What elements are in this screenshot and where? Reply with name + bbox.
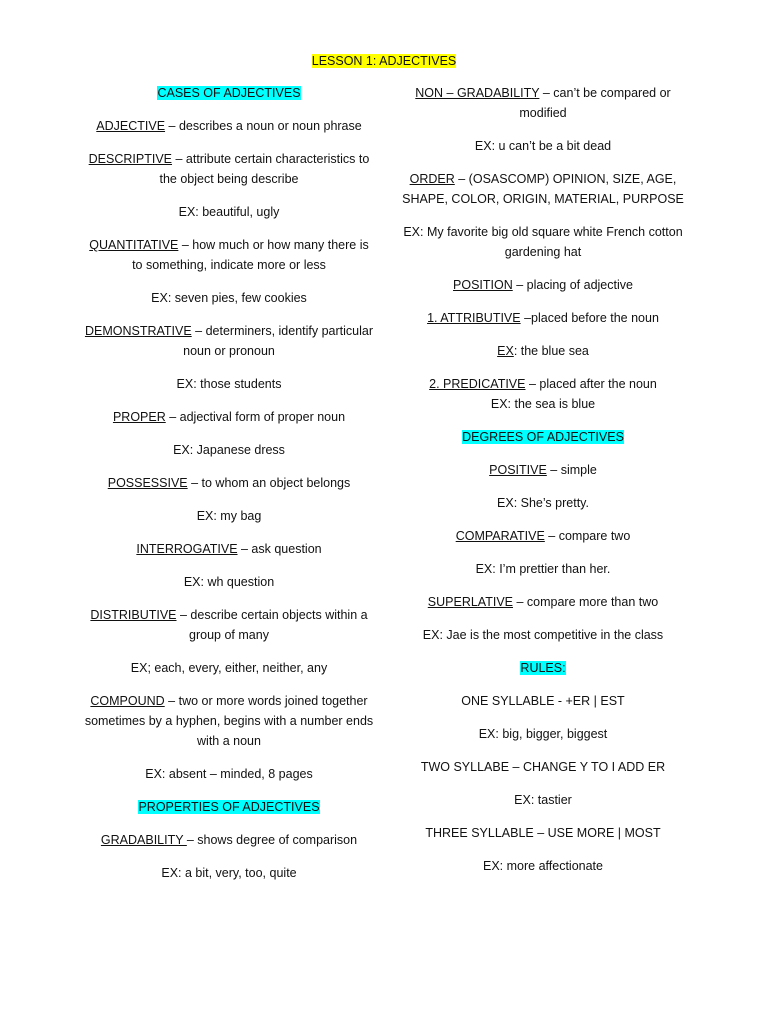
entry-term: EX xyxy=(497,344,514,358)
entry-definition: – determiners, identify particular noun or pronoun xyxy=(183,324,374,358)
example-line xyxy=(84,288,374,308)
entry-text: EX: seven pies, few cookies xyxy=(151,291,307,305)
entry-text: EX; each, every, either, neither, any xyxy=(130,661,328,675)
example-line xyxy=(398,691,688,711)
entry-text: EX: wh question xyxy=(183,575,275,589)
entry-text: EX: a bit, very, too, quite xyxy=(161,866,297,880)
example-line xyxy=(398,222,688,262)
definition-entry xyxy=(398,308,688,328)
definition-entry xyxy=(398,592,688,612)
title-text: LESSON 1: ADJECTIVES xyxy=(311,54,457,68)
definition-entry xyxy=(398,83,688,123)
definition-entry xyxy=(84,605,374,645)
entry-text: ONE SYLLABLE - +ER | EST xyxy=(461,694,625,708)
entry-term: DISTRIBUTIVE xyxy=(90,608,177,622)
entry-text: EX: big, bigger, biggest xyxy=(478,727,608,741)
entry-term: POSITIVE xyxy=(489,463,547,477)
left-column xyxy=(84,83,374,896)
example-line xyxy=(398,493,688,513)
section-heading xyxy=(84,83,374,103)
definition-entry xyxy=(84,149,374,189)
entry-definition: –placed before the noun xyxy=(520,311,659,325)
page-title xyxy=(0,51,768,71)
definition-entry xyxy=(398,374,688,414)
example-line xyxy=(398,757,688,777)
entry-term: ORDER xyxy=(409,172,455,186)
entry-text: EX: those students xyxy=(176,377,282,391)
entry-term: DESCRIPTIVE xyxy=(88,152,173,166)
entry-text: EX: Jae is the most competitive in the class xyxy=(422,628,664,642)
entry-text: THREE SYLLABLE – USE MORE | MOST xyxy=(425,826,661,840)
definition-entry xyxy=(84,407,374,427)
definition-entry xyxy=(84,830,374,850)
example-line xyxy=(84,440,374,460)
entry-term: QUANTITATIVE xyxy=(89,238,179,252)
entry-term: 2. PREDICATIVE xyxy=(429,377,526,391)
entry-definition: – compare more than two xyxy=(513,595,659,609)
example-line xyxy=(84,764,374,784)
entry-term: ADJECTIVE xyxy=(96,119,166,133)
entry-definition: – compare two xyxy=(544,529,631,543)
entry-definition: – simple xyxy=(546,463,597,477)
entry-text: EX: beautiful, ugly xyxy=(178,205,280,219)
example-line xyxy=(398,724,688,744)
entry-term: POSSESSIVE xyxy=(107,476,188,490)
example-line xyxy=(84,658,374,678)
entry-definition: – ask question xyxy=(237,542,322,556)
heading-text: DEGREES OF ADJECTIVES xyxy=(462,430,624,444)
entry-term: COMPARATIVE xyxy=(455,529,545,543)
example-line xyxy=(398,790,688,810)
heading-text: CASES OF ADJECTIVES xyxy=(157,86,301,100)
entry-term: GRADABILITY xyxy=(100,833,187,847)
entry-definition: – shows degree of comparison xyxy=(186,833,358,847)
entry-definition: – placing of adjective xyxy=(512,278,633,292)
entry-text: EX: She’s pretty. xyxy=(497,496,589,510)
heading-text: PROPERTIES OF ADJECTIVES xyxy=(138,800,320,814)
entry-term: COMPOUND xyxy=(90,694,165,708)
entry-text: EX: tastier xyxy=(514,793,572,807)
entry-term: POSITION xyxy=(453,278,513,292)
definition-entry xyxy=(398,341,688,361)
entry-definition: – describe certain objects within a group of many xyxy=(176,608,368,642)
example-line xyxy=(398,559,688,579)
entry-term: INTERROGATIVE xyxy=(136,542,238,556)
entry-text: EX: My favorite big old square white French cotton gardening hat xyxy=(403,225,683,259)
definition-entry xyxy=(84,321,374,361)
example-line xyxy=(84,202,374,222)
example-line xyxy=(398,136,688,156)
entry-text: EX: more affectionate xyxy=(483,859,603,873)
heading-text: RULES: xyxy=(520,661,566,675)
entry-term: NON – GRADABILITY xyxy=(415,86,540,100)
example-line xyxy=(84,374,374,394)
definition-entry xyxy=(398,275,688,295)
entry-definition: – how much or how many there is to something, indicate more or less xyxy=(132,238,369,272)
example-line xyxy=(84,863,374,883)
entry-definition: – can’t be compared or modified xyxy=(519,86,671,120)
entry-text: EX: I’m prettier than her. xyxy=(475,562,611,576)
entry-definition: – (OSASCOMP) OPINION, SIZE, AGE, SHAPE, COLOR, ORIGIN, MATERIAL, PURPOSE xyxy=(402,172,684,206)
entry-text: EX: my bag xyxy=(196,509,262,523)
entry-example: EX: the sea is blue xyxy=(490,397,596,411)
entry-definition: – two or more words joined together sometimes by a hyphen, begins with a number ends with a noun xyxy=(84,694,374,748)
entry-text: TWO SYLLABE – CHANGE Y TO I ADD ER xyxy=(420,760,666,774)
entry-definition: : the blue sea xyxy=(513,344,589,358)
example-line xyxy=(84,572,374,592)
entry-term: 1. ATTRIBUTIVE xyxy=(427,311,521,325)
entry-term: DEMONSTRATIVE xyxy=(84,324,192,338)
definition-entry xyxy=(398,460,688,480)
section-heading xyxy=(398,658,688,678)
definition-entry xyxy=(84,539,374,559)
entry-text: EX: u can’t be a bit dead xyxy=(474,139,612,153)
entry-definition: – placed after the noun xyxy=(525,377,657,391)
definition-entry xyxy=(398,526,688,546)
example-line xyxy=(84,506,374,526)
definition-entry xyxy=(398,169,688,209)
example-line xyxy=(398,625,688,645)
entry-definition: – describes a noun or noun phrase xyxy=(165,119,362,133)
entry-text: EX: absent – minded, 8 pages xyxy=(145,767,313,781)
definition-entry xyxy=(84,235,374,275)
example-line xyxy=(398,823,688,843)
right-column xyxy=(398,83,688,889)
entry-term: PROPER xyxy=(112,410,166,424)
entry-definition: – to whom an object belongs xyxy=(187,476,351,490)
entry-definition: – adjectival form of proper noun xyxy=(165,410,346,424)
definition-entry xyxy=(84,691,374,751)
entry-text: EX: Japanese dress xyxy=(173,443,285,457)
definition-entry xyxy=(84,473,374,493)
section-heading xyxy=(398,427,688,447)
entry-definition: – attribute certain characteristics to the object being describe xyxy=(159,152,370,186)
definition-entry xyxy=(84,116,374,136)
example-line xyxy=(398,856,688,876)
entry-term: SUPERLATIVE xyxy=(427,595,513,609)
section-heading xyxy=(84,797,374,817)
